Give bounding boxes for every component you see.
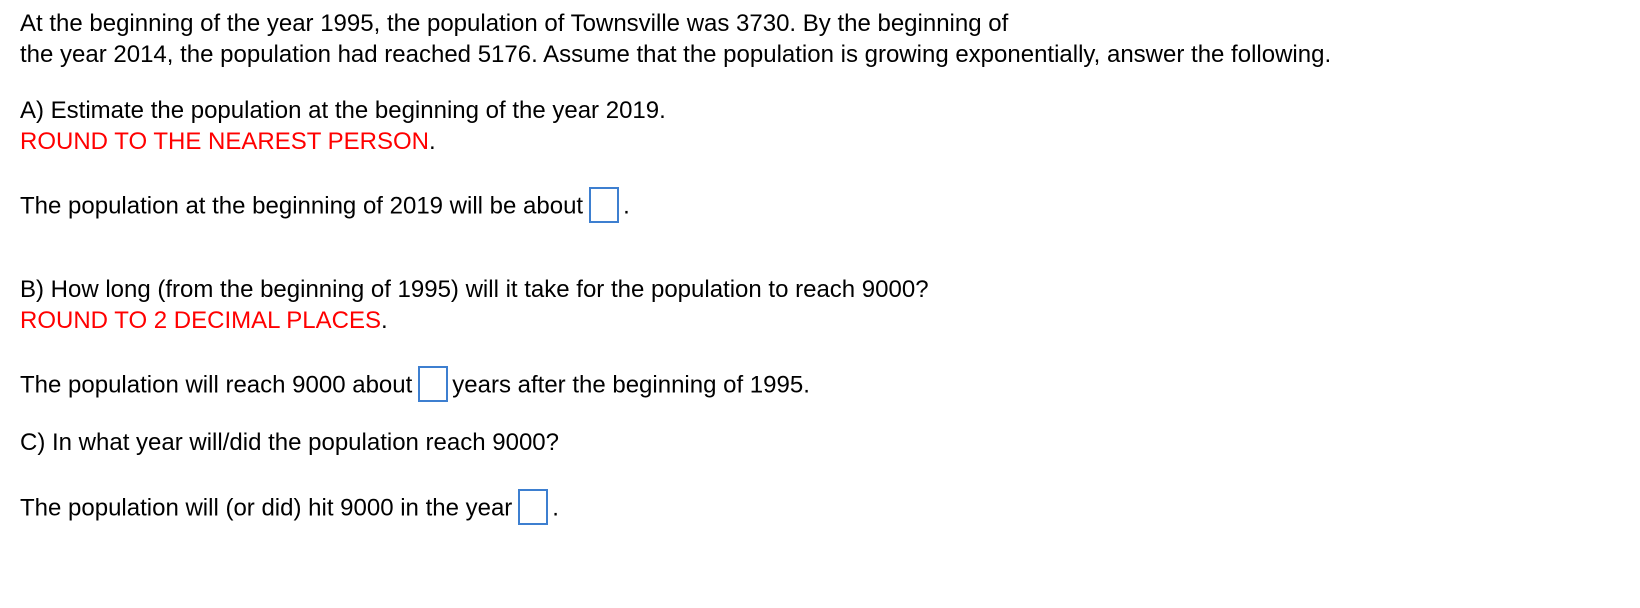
part-a-rounding-period: . xyxy=(428,128,436,155)
part-b-rounding-instruction xyxy=(20,307,388,335)
part-a-answer-row xyxy=(20,189,630,225)
part-c-answer-suffix: . xyxy=(552,494,559,522)
intro-line-2: the year 2014, the population had reached 5176. Assume that the population is growing exponentially, answer the following. xyxy=(20,41,1332,68)
part-a-rounding-instruction xyxy=(20,128,436,156)
part-a-answer-input[interactable] xyxy=(589,187,619,223)
part-a-answer-prefix: The population at the beginning of 2019 will be about xyxy=(20,192,584,220)
part-b-answer-prefix: The population will reach 9000 about xyxy=(20,371,413,399)
part-a-answer-suffix: . xyxy=(623,192,630,220)
part-b-question: B) How long (from the beginning of 1995) will it take for the population to reach 9000? xyxy=(20,276,929,303)
part-b-rounding-text: ROUND TO 2 DECIMAL PLACES xyxy=(20,307,381,334)
part-c-question: C) In what year will/did the population reach 9000? xyxy=(20,429,559,456)
part-b-rounding-period: . xyxy=(380,307,388,334)
part-c-answer-row xyxy=(20,491,559,527)
part-a-rounding-text: ROUND TO THE NEAREST PERSON xyxy=(20,128,429,155)
part-c-answer-input[interactable] xyxy=(518,489,548,525)
part-a-question: A) Estimate the population at the beginning of the year 2019. xyxy=(20,97,666,124)
part-b-answer-input[interactable] xyxy=(418,366,448,402)
part-b-answer-row xyxy=(20,368,810,404)
intro-line-1: At the beginning of the year 1995, the population of Townsville was 3730. By the beginning of xyxy=(20,10,1009,37)
part-c-answer-prefix: The population will (or did) hit 9000 in the year xyxy=(20,494,513,522)
part-b-answer-suffix: years after the beginning of 1995. xyxy=(452,371,810,399)
